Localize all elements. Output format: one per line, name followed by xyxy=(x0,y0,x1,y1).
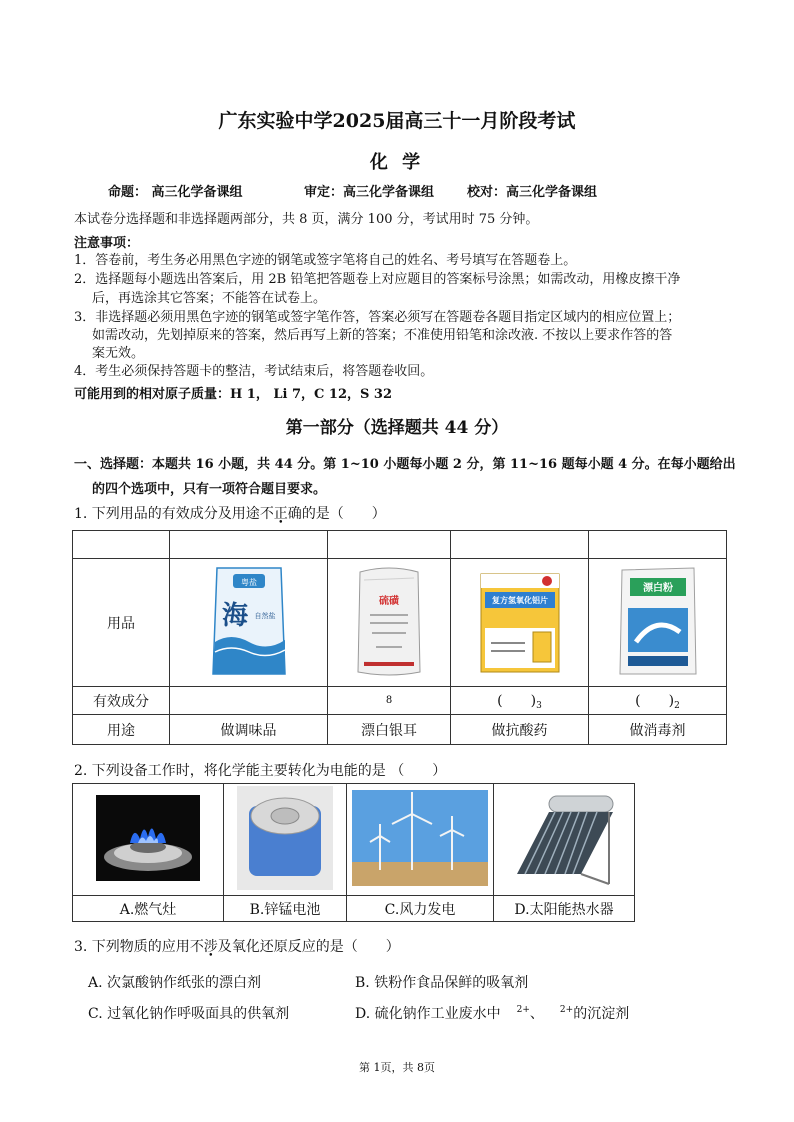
component-cell xyxy=(170,687,328,715)
q1-table xyxy=(72,530,727,745)
bleaching-powder-image xyxy=(589,559,727,687)
use-cell: 漂白银耳 xyxy=(328,715,451,745)
subject-title: 化 学 xyxy=(369,152,425,173)
q2-table xyxy=(72,783,635,922)
battery-image xyxy=(224,784,347,896)
notice-item: 后，再选涂其它答案；不能答在试卷上。 xyxy=(92,291,327,306)
q3-option-b: B. 铁粉作食品保鲜的吸氧剂 xyxy=(355,975,529,991)
component-cell: 8 xyxy=(328,687,451,715)
wind-farm-image xyxy=(347,784,494,896)
q3-option-c: C. 过氧化钠作呼吸面具的供氧剂 xyxy=(88,1006,290,1022)
sulfur-bag-image xyxy=(328,559,451,687)
emphasis-text: 不正确 xyxy=(259,506,302,522)
setter: 命题： 高三化学备课组 xyxy=(108,185,243,200)
emphasis-text: 不涉及 xyxy=(189,939,232,955)
reviewer: 审定：高三化学备课组 xyxy=(304,185,435,200)
section-instruction: 一、选择题：本题共 16 小题，共 44 分。第 1~10 小题每小题 2 分，第 11~16 题每小题 4 分。在每小题给出 xyxy=(74,457,736,472)
q2-option-b: B.锌锰电池 xyxy=(224,896,347,922)
notice-item: 1．答卷前，考生务必用黑色字迹的钢笔或签字笔将自己的姓名、考号填写在答题卷上。 xyxy=(74,253,577,268)
atomic-masses: 可能用到的相对原子质量：H 1， Li 7，C 12，S 32 xyxy=(74,387,392,402)
part-title: 第一部分（选择题共 44 分） xyxy=(285,418,509,438)
exam-title: 广东实验中学2025届高三十一月阶段考试 xyxy=(218,110,576,132)
q2-stem: 2. 下列设备工作时，将化学能主要转化为电能的是 （ ） xyxy=(74,763,447,779)
product-label: 复方氢氧化铝片 xyxy=(491,595,548,605)
q1-stem: 1. 下列用品的有效成分及用途不正确的是（ ） xyxy=(74,506,386,522)
page-footer: 第 1页，共 8页 xyxy=(359,1061,435,1074)
sea-salt-image xyxy=(170,559,328,687)
row-label-items: 用品 xyxy=(73,559,170,687)
q3-stem: 3. 下列物质的应用不涉及氧化还原反应的是（ ） xyxy=(74,939,400,955)
notice-item: 案无效。 xyxy=(92,346,145,361)
section-instruction: 的四个选项中，只有一项符合题目要求。 xyxy=(92,482,327,497)
q2-option-d: D.太阳能热水器 xyxy=(494,896,635,922)
intro-text: 本试卷分选择题和非选择题两部分，共 8 页，满分 100 分，考试用时 75 分钟。 xyxy=(74,212,539,227)
q2-option-a: A.燃气灶 xyxy=(73,896,224,922)
row-label-component: 有效成分 xyxy=(73,687,170,715)
solar-heater-image xyxy=(494,784,635,896)
component-cell: ( )$_3$ xyxy=(451,687,589,715)
gas-stove-image xyxy=(73,784,224,896)
svg-text:自然盐: 自然盐 xyxy=(254,611,275,620)
product-label: 粤盐 xyxy=(240,577,257,587)
component-cell: ( )$_2$ xyxy=(589,687,727,715)
notice-item: 2．选择题每小题选出答案后，用 2B 铅笔把答题卷上对应题目的答案标号涂黑；如需改动，用橡皮擦干净 xyxy=(74,272,681,287)
notice-item: 如需改动，先划掉原来的答案，然后再写上新的答案；不准使用铅笔和涂改液. 不按以上要求作答的答 xyxy=(92,328,673,343)
use-cell: 做抗酸药 xyxy=(451,715,589,745)
product-label: 硫磺 xyxy=(379,595,399,607)
q3-option-a: A. 次氯酸钠作纸张的漂白剂 xyxy=(88,975,262,991)
proofreader: 校对：高三化学备课组 xyxy=(467,185,598,200)
q2-option-c: C.风力发电 xyxy=(347,896,494,922)
svg-text:海: 海 xyxy=(221,600,248,631)
q3-option-d: D. 硫化钠作工业废水中 $^{2+}$、 $^{2+}$的沉淀剂 xyxy=(355,1005,630,1022)
use-cell: 做消毒剂 xyxy=(589,715,727,745)
row-label-use: 用途 xyxy=(73,715,170,745)
product-label: 漂白粉 xyxy=(642,582,673,594)
notice-heading: 注意事项： xyxy=(74,236,140,251)
use-cell: 做调味品 xyxy=(170,715,328,745)
notice-item: 4．考生必须保持答题卡的整洁，考试结束后，将答题卷收回。 xyxy=(74,364,434,379)
notice-item: 3．非选择题必须用黑色字迹的钢笔或签字笔作答，答案必须写在答题卷各题目指定区域内的相应位置上； xyxy=(74,310,681,325)
antacid-box-image xyxy=(451,559,589,687)
